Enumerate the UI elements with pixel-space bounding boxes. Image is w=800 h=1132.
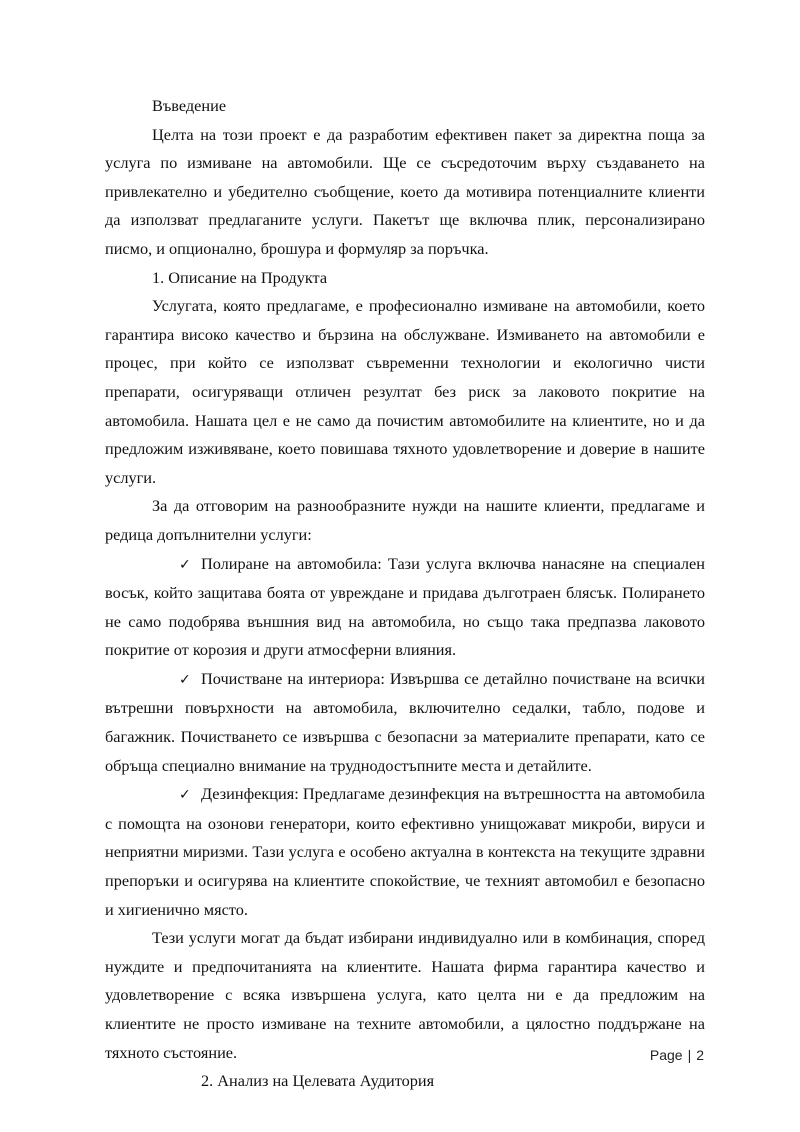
section-2-heading: 2. Анализ на Целевата Аудитория	[201, 1071, 435, 1091]
checkmark-icon: ✓	[179, 671, 191, 688]
closing-paragraph: Тези услуги могат да бъдат избирани индивидуално или в комбинация, според нуждите и предпочитанията на клиентите. Нашата фирма гарантира качество и удовлетворение с всяка извършена услуга, като целта ни е да предложим на клиентите не просто измиване на техните автомобили, а цялостно поддържане на тяхното състояние.	[105, 928, 705, 1062]
page-number: 2	[696, 1047, 704, 1063]
bullet-text: Дезинфекция: Предлагаме дезинфекция на вътрешността на автомобила с помощта на озонови генератори, които ефективно унищожават микроби, вируси и неприятни миризми. Тази услуга е особено актуална в контекста на текущите здравни препоръки и осигурява на клиентите спокойствие, че техният автомобил е безопасно и хигиенично място.	[105, 784, 705, 919]
bullet-text: Полиране на автомобила: Тази услуга включва нанасяне на специален восък, който защитава боята от увреждане и придава дълготраен блясък. Полирането не само подобрява външния вид на автомобила, но също така предпазва лаковото покритие от корозия и други атмосферни влияния.	[105, 553, 705, 660]
section-1-paragraph-1: Услугата, която предлагаме, е професионално измиване на автомобили, което гарантира високо качество и бързина на обслужване. Измиването на автомобили е процес, при който се използват съвременни технологии и екологично чисти препарати, осигуряващи отличен резултат без риск за лаковото покритие на автомобила. Нашата цел е не само да почистим автомобилите на клиентите, но и да предложим изживяване, което повишава тяхното удовлетворение и доверие в нашите услуги.	[105, 296, 705, 487]
bullet-item-disinfection	[105, 780, 705, 924]
page-footer	[650, 1047, 704, 1063]
intro-heading: Въведение	[152, 96, 227, 115]
bullet-text: Почистване на интериора: Извършва се детайлно почистване на всички вътрешни повърхности на автомобила, включително седалки, табло, подове и багажник. Почистването се извършва с безопасни за материалите препарати, като се обръща специално внимание на труднодостъпните места и детайлите.	[105, 668, 705, 775]
checkmark-icon: ✓	[179, 787, 191, 804]
section-1-paragraph-2: За да отговорим на разнообразните нужди на нашите клиенти, предлагаме и редица допълнителни услуги:	[105, 496, 705, 544]
bullet-item-interior	[105, 665, 705, 780]
bullet-item-polishing	[105, 550, 705, 665]
section-1-heading: 1. Описание на Продукта	[152, 267, 328, 287]
intro-paragraph: Целта на този проект е да разработим ефективен пакет за директна поща за услуга по измиване на автомобили. Ще се съсредоточим върху създаването на привлекателно и убедително съобщение, което да мотивира потенциалните клиенти да използват предлаганите услуги. Пакетът ще включва плик, персонализирано писмо, и опционално, брошура и формуляр за поръчка.	[105, 124, 705, 258]
footer-separator: |	[687, 1047, 692, 1063]
document-body	[105, 92, 705, 1096]
checkmark-icon: ✓	[179, 556, 191, 573]
page-label: Page	[649, 1047, 683, 1063]
